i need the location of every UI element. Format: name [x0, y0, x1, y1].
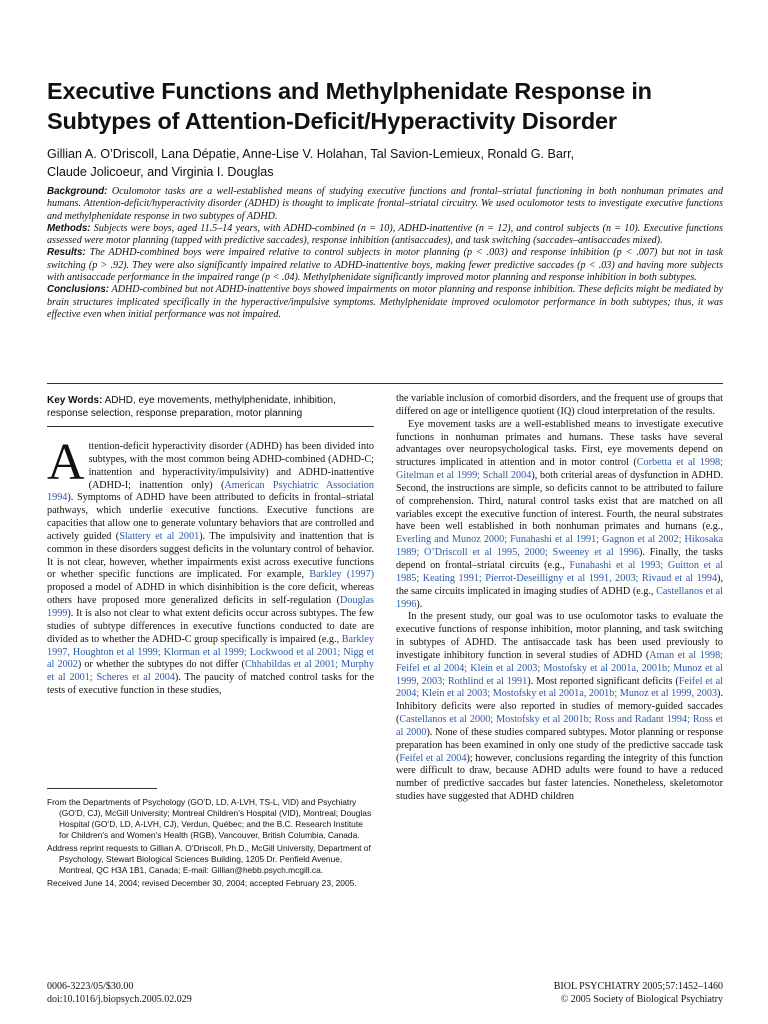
paragraph: the variable inclusion of comorbid disorders, and the frequent use of groups that differed on age or intelligence quotient (IQ) cloud interpretation of the results. — [396, 393, 723, 417]
citation-link[interactable]: Castellanos et al 1996 — [396, 585, 723, 610]
text-run: ). Finally, the tasks depend on frontal–striatal circuits (e.g., — [396, 547, 723, 571]
issn: 0006-3223/05/$30.00 — [47, 981, 134, 992]
authors-line-1: Gillian A. O’Driscoll, Lana Dépatie, Anne-Lise V. Holahan, Tal Savion-Lemieux, Ronald G. Barr, — [47, 147, 575, 161]
title-line-1: Executive Functions and Methylphenidate Response in — [47, 78, 652, 104]
citation-link[interactable]: Funahashi et al 1993; Guitton et al 1985; Keating 1991; Pierrot-Deseilligny et al 1991, 2003; Rivaud et al 1994 — [396, 559, 723, 584]
abstract-methods — [47, 223, 723, 248]
article-title — [47, 76, 737, 136]
correspondence-note: Address reprint requests to Gillian A. O’Driscoll, Ph.D., McGill University, Department of Psychology, Stewart Biological Sciences Building, 1205 Dr. Penfield Avenue, Montreal, QC H3A 1B1, Canada; E-mail: Gillian@hebb.psych.mcgill.ca. — [47, 843, 371, 875]
footnotes — [47, 797, 374, 891]
intro-paragraph — [47, 434, 374, 698]
text-run: In the present study, our goal was to use oculomotor tasks to evaluate the executive functions of response inhibition, motor planning, and task switching in subtypes of ADHD. The antisaccade task has been used previously to investigate inhibitory function in several studies of ADHD ( — [396, 611, 723, 661]
footnote-divider — [47, 788, 157, 789]
text-run: ). Inhibitory deficits were also reported in studies of memory-guided saccades ( — [396, 688, 723, 726]
citation-link[interactable]: Castellanos et al 2000; Mostofsky et al 2001b; Ross and Radant 1994; Ross et al 2000 — [396, 714, 723, 738]
abstract — [47, 186, 723, 321]
journal-citation: BIOL PSYCHIATRY 2005;57:1452–1460 — [553, 981, 723, 992]
drop-cap: A — [47, 434, 85, 491]
citation-link[interactable]: Feifel et al 2004; Klein et al 2003; Mostofsky et al 2001a, 2001b; Munoz et al 1999, 2003 — [396, 675, 723, 700]
methods-label: Methods: — [47, 222, 91, 234]
citation-link[interactable]: Barkley 1997, Houghton et al 1999; Klorman et al 1999; Lockwood et al 2001; Nigg et al 2002 — [47, 633, 374, 671]
methods-text: Subjects were boys, aged 11.5–14 years, with ADHD-combined (n = 10), ADHD-inattentive (n = 12), and control subjects (n = 10). Executive functions assessed were motor planning (tapped with predictive saccades), response inhibition (antisaccades), and task switching (saccades–antisaccades mixed). — [47, 222, 723, 247]
text-run: ). The paucity of matched control tasks for the tests of executive function in these studies, — [47, 672, 374, 697]
text-run: ). None of these studies compared subtypes. Motor planning or response preparation has been examined in only one study of the predictive saccade task ( — [396, 726, 723, 764]
authors-line-2: Claude Jolicoeur, and Virginia I. Douglas — [47, 165, 274, 179]
affiliation-note: From the Departments of Psychology (GO’D, LD, A-LVH, TS-L, VID) and Psychiatry (GO’D, CJ), McGill University; Montreal Children’s Hospital (VID), Montreal; Douglas Hospital (GO’D, LD, A-LVH, CJ), Verdun, Québec; and the B.C. Research Institute for Children’s and Women’s Health (RGB), Vancouver, British Columbia, Canada. — [47, 797, 372, 840]
citation-link[interactable]: Everling and Munoz 2000; Funahashi et al 1991; Gagnon et al 2002; Hikosaka 1989; O’Driscoll et al 1995, 2000; Sweeney et al 1996 — [396, 534, 723, 559]
background-text: Oculomotor tasks are a well-established means of studying executive functions and frontal–striatal functioning in both nonhuman primates and humans. Attention-deficit/hyperactivity disorder (ADHD) is thought to implicate frontal–striatal circuitry. We used oculomotor tests to investigate executive functions and methylphenidate response in two subtypes of ADHD. — [47, 186, 723, 222]
abstract-results — [47, 247, 723, 284]
conclusions-label: Conclusions: — [47, 284, 110, 296]
doi: doi:10.1016/j.biopsych.2005.02.029 — [47, 994, 192, 1005]
citation-link[interactable]: Corbetta et al 1998; Gitelman et al 1999; Schall 2004 — [396, 457, 723, 482]
citation-link[interactable]: Feifel et al 2004 — [399, 752, 467, 764]
footer-right — [554, 980, 723, 1006]
keywords-label: Key Words: — [47, 395, 103, 406]
text-run: Eye movement tasks are a well-established means to investigate executive functions in nonhuman primates and humans. These tasks have several advantages over neuropsychological tasks. First, eye movements depend on structures implicated in attention and in motor control ( — [396, 418, 723, 469]
author-list — [47, 145, 737, 181]
text-run: ). — [416, 598, 423, 610]
abstract-divider — [47, 383, 723, 384]
text-run: ), both criterial areas of dysfunction in ADHD. Second, the instructions are simple, so deficits cannot to be attributed to failure of comprehension. Third, natural control tasks exist that are matched on all variables except the executive function of interest. Fourth, the neural substrates have been well established in both nonhuman primates and humans (e.g., — [396, 470, 723, 533]
citation-link[interactable]: Douglas 1999 — [47, 595, 374, 619]
received-note: Received June 14, 2004; revised December 30, 2004; accepted February 23, 2005. — [47, 878, 357, 888]
text-run: ). Symptoms of ADHD have been attributed to deficits in frontal–striatal pathways, which underlie executive functions. Executive functions are capacities that allow one to generate voluntary behaviors that are controlled and actively guided ( — [47, 492, 374, 542]
background-label: Background: — [47, 186, 108, 197]
conclusions-text: ADHD-combined but not ADHD-inattentive boys showed impairments on motor planning and response inhibition. These deficits might be mediated by brain structures implicated specifically in the hyperactive/impulsive symptoms. Methylphenidate improved oculomotor performance in both subtypes; thus, it was effective even when initial performance was not impaired. — [47, 284, 723, 320]
citation-link[interactable]: Barkley (1997) — [309, 569, 374, 581]
text-run: ), the same circuits implicated in imaging studies of ADHD (e.g., — [396, 572, 723, 597]
results-text: The ADHD-combined boys were impaired relative to control subjects in motor planning (p < .003) and response inhibition (p < .007) but not in task switching (p > .92). They were also significantly impaired relative to ADHD-inattentive boys, making fewer predictive saccades (p < .03) and having more subjects with antisaccade performance in the impaired range (p < .04). Methylphenidate significantly improved motor planning and response inhibition in both subtypes. — [47, 247, 723, 284]
text-run: ttention-deficit hyperactivity disorder (ADHD) has been divided into subtypes, with the most common being ADHD-combined (ADHD-C; inattention and hyperactivity/impulsivity) and ADHD-inattentive (ADHD-I; inattention only) ( — [88, 441, 374, 491]
text-run: ) or whether the subtypes do not differ ( — [77, 659, 245, 671]
paragraph — [396, 419, 723, 612]
keywords-text: ADHD, eye movements, methylphenidate, inhibition, response selection, response preparation, motor planning — [47, 395, 336, 419]
abstract-conclusions — [47, 284, 723, 321]
right-column — [396, 393, 723, 804]
text-run: ); however, conclusions regarding the integrity of this function were difficult to draw, because ADHD adults were found to have a reduced number of predictive saccades but faster latencies. Nonetheless, skeletomotor studies have suggested that ADHD children — [396, 752, 723, 803]
citation-link[interactable]: Slattery et al 2001 — [119, 530, 200, 542]
citation-link[interactable]: Chhabildas et al 2001; Murphy et al 2001; Scheres et al 2004 — [47, 659, 374, 684]
abstract-background — [47, 186, 723, 223]
text-run: proposed a model of ADHD in which disinhibition is the core deficit, whereas others have proposed more generalized deficits in self-regulation ( — [47, 582, 374, 607]
results-label: Results: — [47, 247, 86, 259]
title-line-2: Subtypes of Attention-Deficit/Hyperactivity Disorder — [47, 108, 617, 134]
copyright: © 2005 Society of Biological Psychiatry — [560, 994, 723, 1005]
keywords — [47, 394, 374, 427]
citation-link[interactable]: American Psychiatric Association 1994 — [47, 479, 374, 504]
paragraph — [396, 611, 723, 804]
left-column — [47, 394, 374, 698]
text-run: ). It is also not clear to what extent deficits occur across subtypes. The few studies of subtype differences in executive functions conducted to date are divided as to whether the ADHD-C group specifically is impaired (e.g., — [47, 607, 374, 645]
footer-left — [47, 980, 192, 1006]
text-run: ). Most reported significant deficits ( — [527, 675, 679, 687]
citation-link[interactable]: Aman et al 1998; Feifel et al 2004; Klein et al 2003; Mostofsky et al 2001a, 2001b; Munoz et al 1999, 2003; Rothlind et al 1991 — [396, 649, 723, 687]
text-run: ). The impulsivity and inattention that is common in these disorders suggest deficits in the voluntary control of behavior. It is not clear, however, whether impairments exist across executive functions or whether specific functions are implicated. For example, — [47, 530, 374, 581]
